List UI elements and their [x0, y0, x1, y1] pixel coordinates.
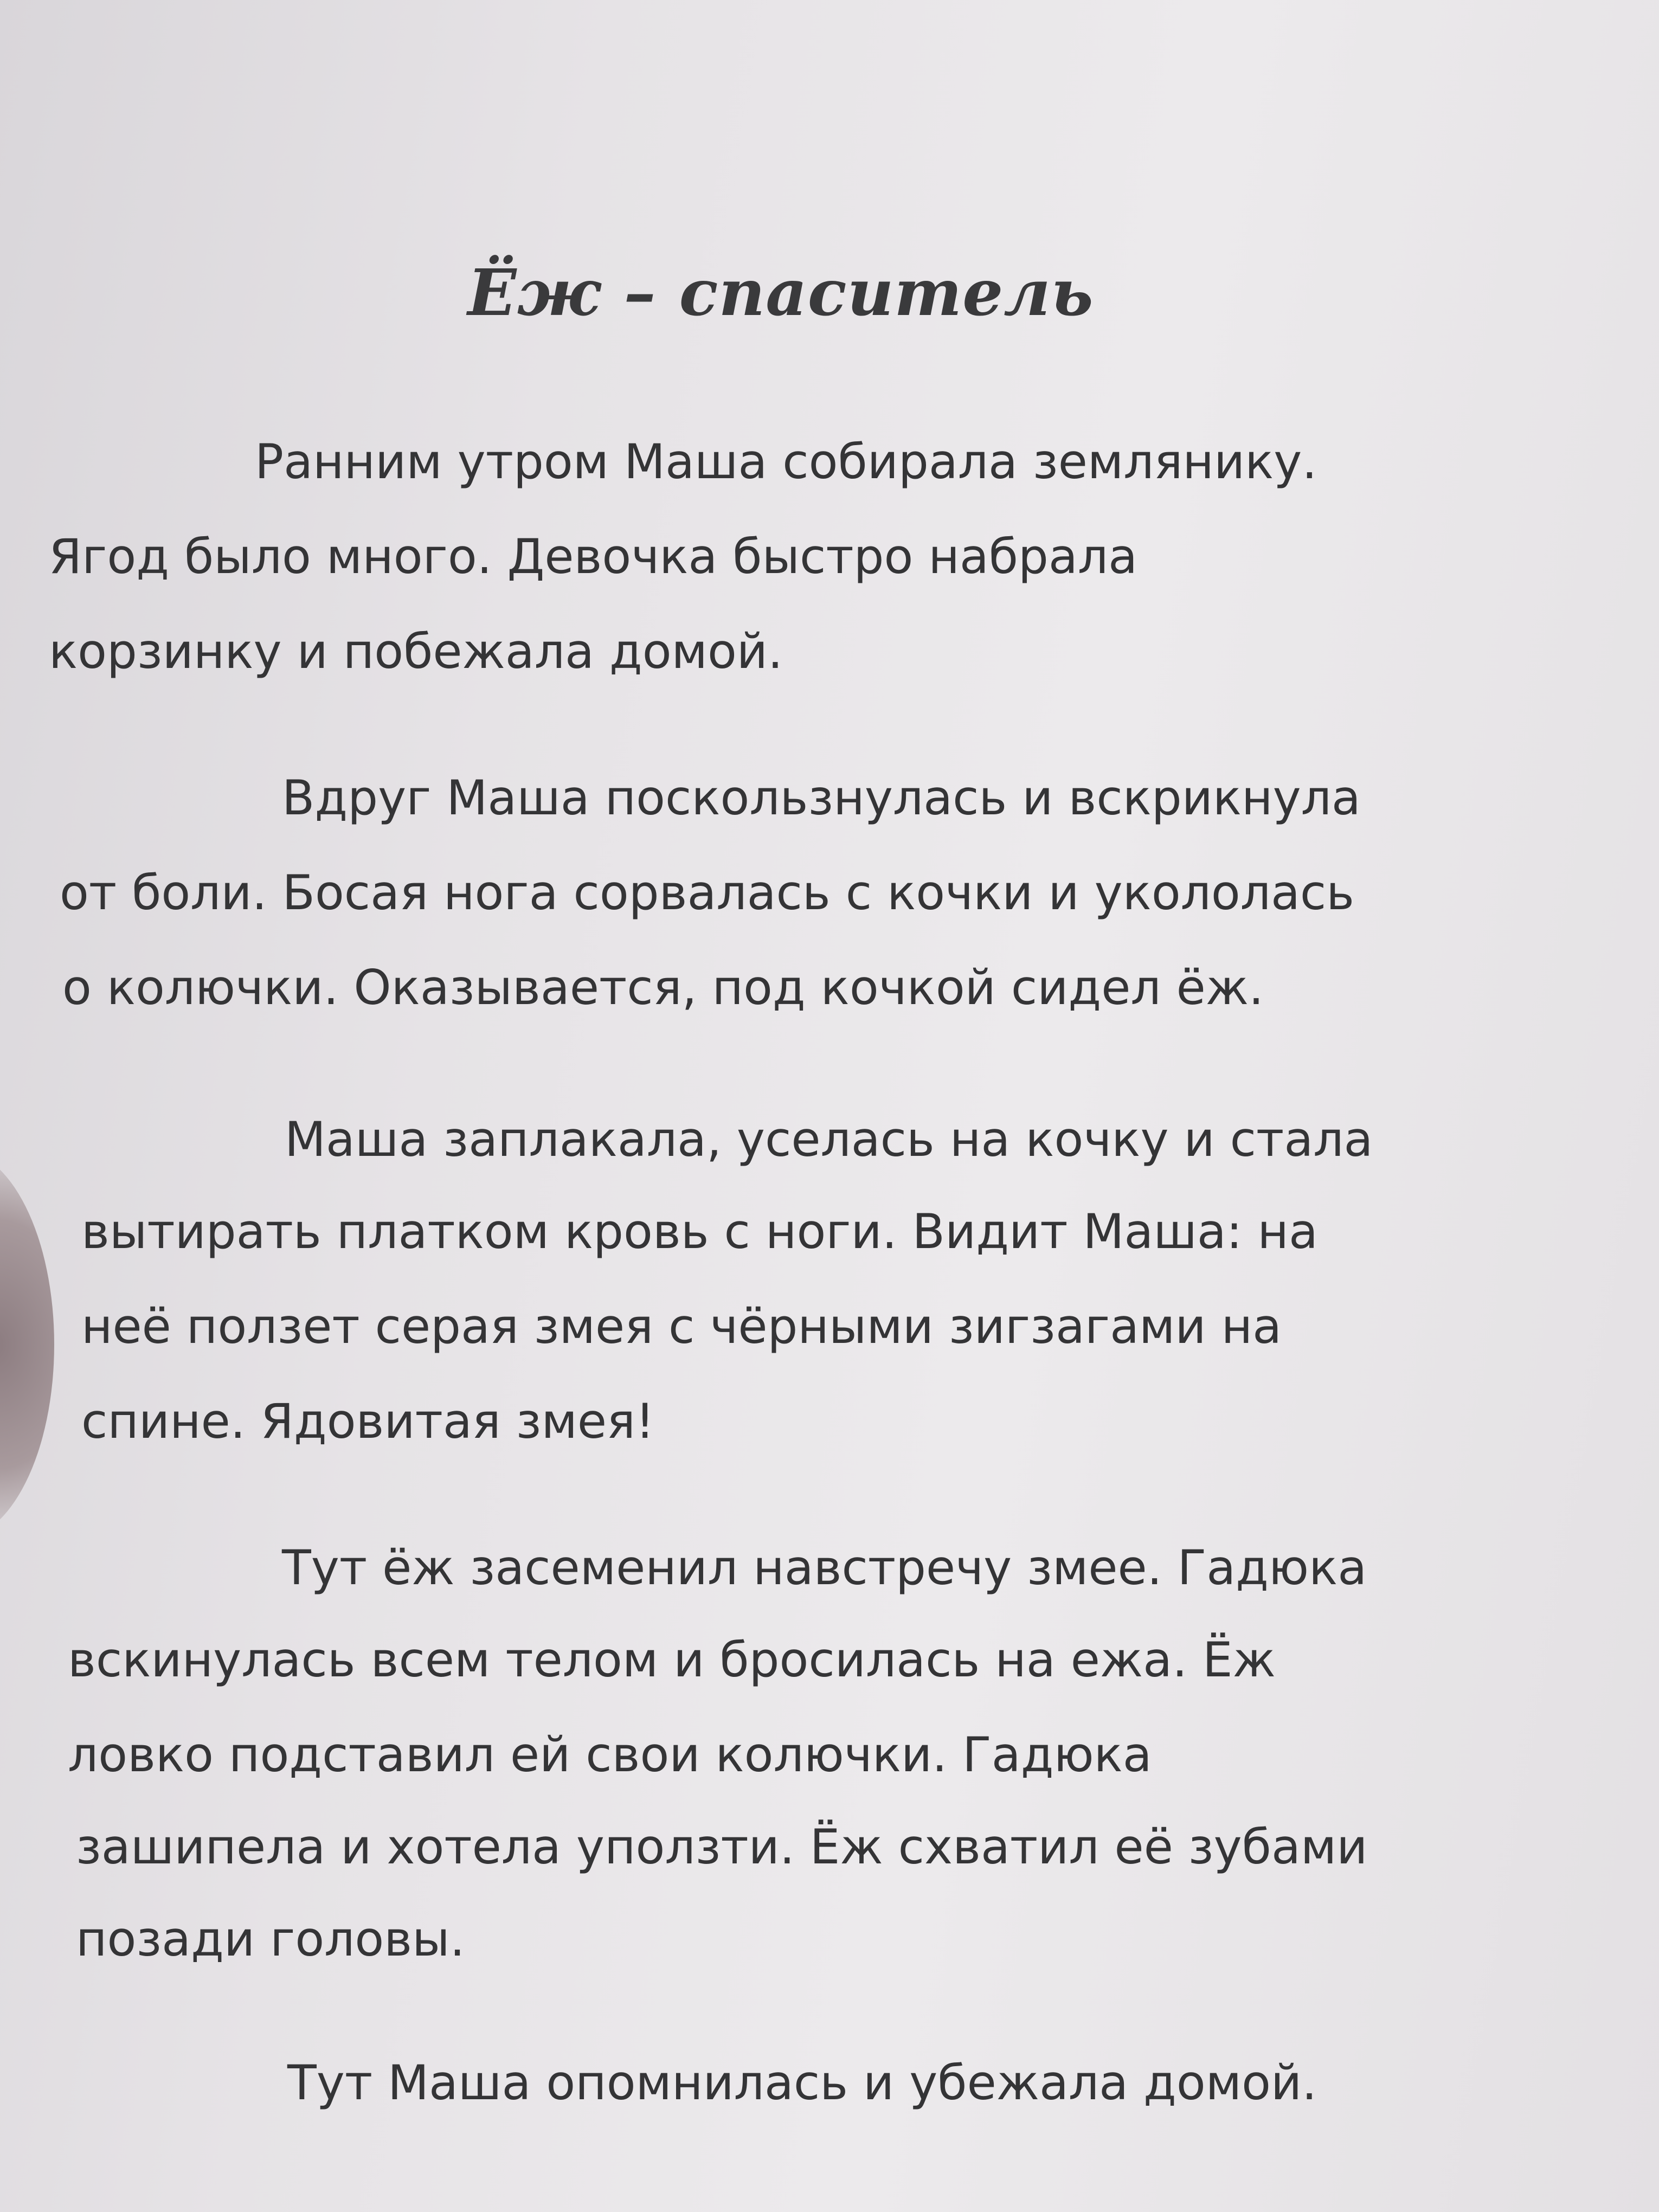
paragraph-4-line-5: позади головы.: [76, 1911, 465, 1967]
paragraph-4-line-2: вскинулась всем телом и бросилась на ежа. Ёж: [68, 1632, 1276, 1688]
paragraph-5-line-1: Тут Маша опомнилась и убежала домой.: [287, 2055, 1317, 2111]
paragraph-1-line-3: корзинку и побежала домой.: [49, 623, 783, 679]
paragraph-3-line-3: неё ползет серая змея с чёрными зигзагами на: [81, 1298, 1282, 1354]
finger-shadow: [0, 1149, 54, 1540]
paragraph-4-line-1: Тут ёж засеменил навстречу змее. Гадюка: [282, 1540, 1367, 1596]
paragraph-2-line-1: Вдруг Маша поскользнулась и вскрикнула: [282, 770, 1361, 826]
story-title: Ёж – спаситель: [467, 255, 1094, 330]
paragraph-3-line-1: Маша заплакала, уселась на кочку и стала: [285, 1111, 1373, 1167]
paragraph-3-line-4: спине. Ядовитая змея!: [81, 1393, 655, 1449]
paragraph-2-line-3: о колючки. Оказывается, под кочкой сидел ёж.: [62, 960, 1264, 1015]
paragraph-4-line-4: зашипела и хотела уползти. Ёж схватил её зубами: [76, 1819, 1368, 1875]
paragraph-1-line-1: Ранним утром Маша собирала землянику.: [255, 434, 1317, 490]
paragraph-3-line-2: вытирать платком кровь с ноги. Видит Маша: на: [81, 1204, 1318, 1259]
paragraph-2-line-2: от боли. Босая нога сорвалась с кочки и укололась: [60, 865, 1355, 921]
paragraph-1-line-2: Ягод было много. Девочка быстро набрала: [49, 529, 1138, 584]
paragraph-4-line-3: ловко подставил ей свои колючки. Гадюка: [68, 1727, 1152, 1783]
